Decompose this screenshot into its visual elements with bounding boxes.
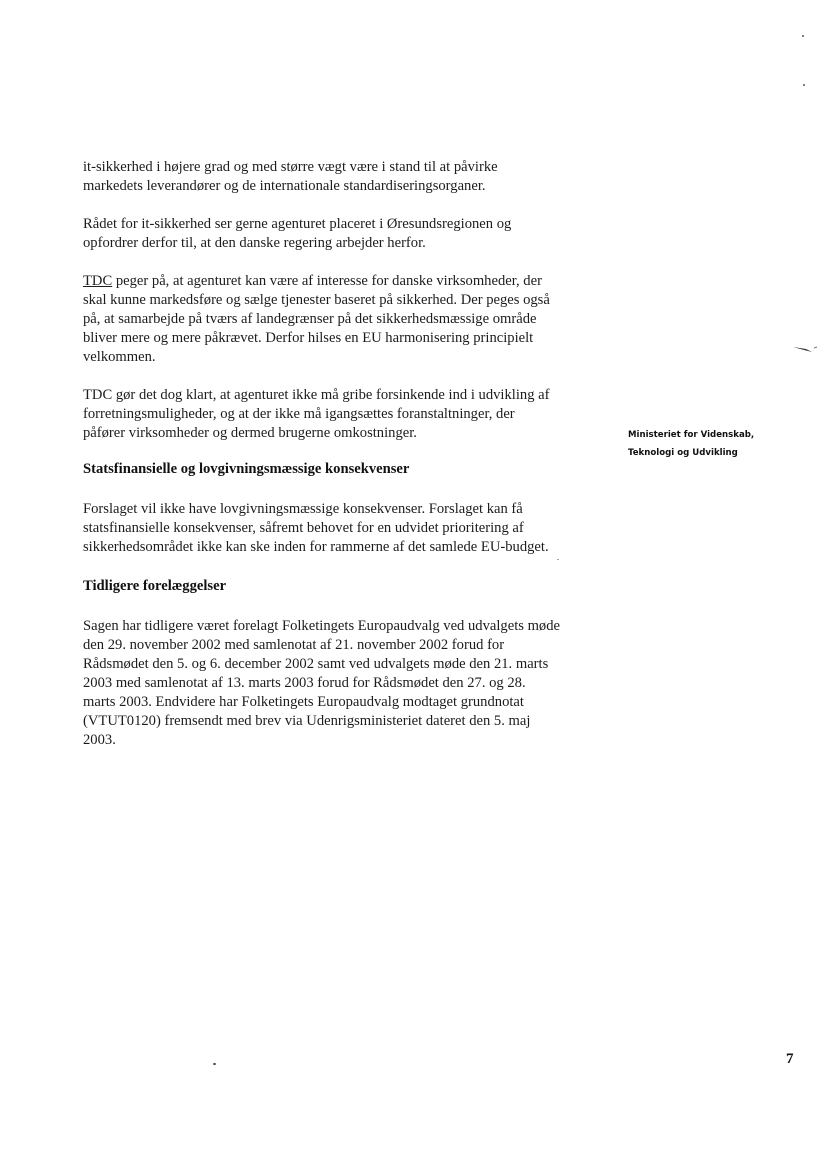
- heading-previous-presentations: Tidligere forelæggelser: [83, 578, 227, 594]
- paragraph-raadet: [83, 215, 598, 253]
- tdc-underlined: TDC: [83, 273, 113, 289]
- text-line: den 29. november 2002 med samlenotat af 21. november 2002 forud for: [83, 637, 505, 653]
- text-line: [83, 272, 598, 291]
- text-line: Rådet for it-sikkerhed ser gerne agenturet placeret i Øresundsregionen og: [83, 216, 512, 232]
- paragraph-tdc: [83, 272, 598, 367]
- text-line: skal kunne markedsføre og sælge tjenester baseret på sikkerhed. Der peges også: [83, 292, 550, 308]
- heading-financial-consequences: Statsfinansielle og lovgivningsmæssige konsekvenser: [83, 461, 410, 477]
- scan-speck: [557, 559, 559, 560]
- scan-speck: [213, 1063, 216, 1065]
- text-line: statsfinansielle konsekvenser, såfremt behovet for en udvidet prioritering af: [83, 520, 524, 536]
- text-line: på, at samarbejde på tværs af landegrænser på det sikkerhedsmæssige område: [83, 311, 537, 327]
- page-number: 7: [786, 1051, 794, 1067]
- ministry-name-line-2: Teknologi og Udvikling: [628, 448, 738, 458]
- ministry-name-line-1: Ministeriet for Videnskab,: [628, 430, 755, 440]
- text-line: velkommen.: [83, 349, 156, 365]
- text-line: Sagen har tidligere været forelagt Folketingets Europaudvalg ved udvalgets møde: [83, 618, 561, 634]
- text-line: 2003.: [83, 732, 116, 748]
- text-line: opfordrer derfor til, at den danske regering arbejder herfor.: [83, 235, 426, 251]
- main-text-column: [83, 158, 598, 769]
- text-line: TDC gør det dog klart, at agenturet ikke må gribe forsinkende ind i udvikling af: [83, 387, 550, 403]
- text-line: Forslaget vil ikke have lovgivningsmæssige konsekvenser. Forslaget kan få: [83, 501, 523, 517]
- text-line: (VTUT0120) fremsendt med brev via Udenrigsministeriet dateret den 5. maj: [83, 713, 531, 729]
- scan-artifact-mark: [792, 344, 822, 354]
- text-line: sikkerhedsområdet ikke kan ske inden for rammerne af det samlede EU-budget.: [83, 539, 549, 555]
- ministry-sidebar: [628, 426, 808, 462]
- text-line: marts 2003. Endvidere har Folketingets Europaudvalg modtaget grundnotat: [83, 694, 524, 710]
- text-fragment: peger på, at agenturet kan være af interesse for danske virksomheder, der: [112, 273, 542, 289]
- paragraph-financial: [83, 500, 598, 557]
- text-line: forretningsmuligheder, og at der ikke må igangsættes foranstaltninger, der: [83, 406, 515, 422]
- paragraph-it-security: [83, 158, 598, 196]
- paragraph-previous: [83, 617, 598, 750]
- text-line: markedets leverandører og de internationale standardiseringsorganer.: [83, 178, 486, 194]
- text-line: bliver mere og mere påkrævet. Derfor hilses en EU harmonisering principielt: [83, 330, 534, 346]
- text-line: påfører virksomheder og dermed brugerne omkostninger.: [83, 425, 417, 441]
- paragraph-tdc-clarifies: [83, 386, 598, 443]
- scan-speck: [803, 84, 805, 86]
- text-line: 2003 med samlenotat af 13. marts 2003 forud for Rådsmødet den 27. og 28.: [83, 675, 526, 691]
- scan-speck: [802, 35, 804, 37]
- text-line: it-sikkerhed i højere grad og med større vægt være i stand til at påvirke: [83, 159, 498, 175]
- text-line: Rådsmødet den 5. og 6. december 2002 samt ved udvalgets møde den 21. marts: [83, 656, 549, 672]
